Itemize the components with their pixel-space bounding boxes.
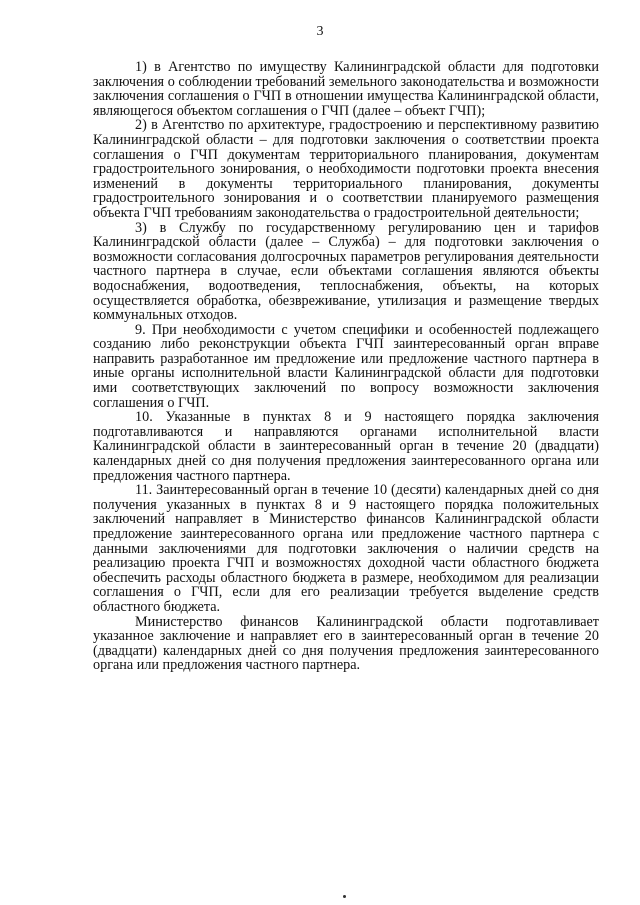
document-body (93, 60, 599, 673)
paragraph-clause-9: 9. При необходимости с учетом специфики и особенностей подлежащего созданию либо реконструкции объекта ГЧП заинтересованный орган вправе направить разработанное им предложение или предложение частного партнера в иные органы исполнительной власти Калининградской области для подготовки ими соответствующих заключений по вопросу возможности заключения соглашения о ГЧП. (93, 321, 599, 411)
paragraph-item-1: 1) в Агентство по имуществу Калининградской области для подготовки заключения о соблюдении требований земельного законодательства и возможности заключения соглашения о ГЧП в отношении имущества Калининградской области, являющегося объектом соглашения о ГЧП (далее – объект ГЧП); (93, 59, 599, 119)
paragraph-ministry-finance: Министерство финансов Калининградской области подготавливает указанное заключение и направляет его в заинтересованный орган в течение 20 (двадцати) календарных дней со дня получения предложения заинтересованного органа или предложения частного партнера. (93, 613, 599, 674)
paragraph-clause-11: 11. Заинтересованный орган в течение 10 (десяти) календарных дней со дня получения указанных в пунктах 8 и 9 настоящего порядка положительных заключений направляет в Министерство финансов Калининградской области предложение заинтересованного органа или предложение частного партнера с данными заключениями для подготовки заключения о наличии средств на реализацию проекта ГЧП и возможностях доходной части областного бюджета обеспечить расходы областного бюджета в размере, необходимом для реализации соглашения о ГЧП, если для его реализации требуется выделение средств областного бюджета. (93, 482, 599, 615)
paragraph-clause-10: 10. Указанные в пунктах 8 и 9 настоящего порядка заключения подготавливаются и направляются органами исполнительной власти Калининградской области в заинтересованный орган в течение 20 (двадцати) календарных дней со дня получения предложения заинтересованного органа или предложения частного партнера. (93, 409, 599, 484)
page-number: 3 (316, 24, 324, 39)
scan-mark (343, 895, 346, 898)
paragraph-item-3: 3) в Службу по государственному регулированию цен и тарифов Калининградской области (далее – Служба) – для подготовки заключения о возможности согласования долгосрочных параметров регулирования деятельности частного партнера в случае, если объектами соглашения являются объекты водоснабжения, водоотведения, теплоснабжения, объекты, на которых осуществляется обработка, обезвреживание, утилизация и размещение твердых коммунальных отходов. (93, 219, 599, 324)
paragraph-item-2: 2) в Агентство по архитектуре, градостроению и перспективному развитию Калининградской области – для подготовки заключения о соответствии проекта соглашения о ГЧП документам территориального планирования, документам градостроительного зонирования, о необходимости подготовки проекта внесения изменений в документы территориального планирования, документы градостроительного зонирования и о соответствии планируемого размещения объекта ГЧП требованиям законодательства о градостроительной деятельности; (93, 117, 599, 221)
